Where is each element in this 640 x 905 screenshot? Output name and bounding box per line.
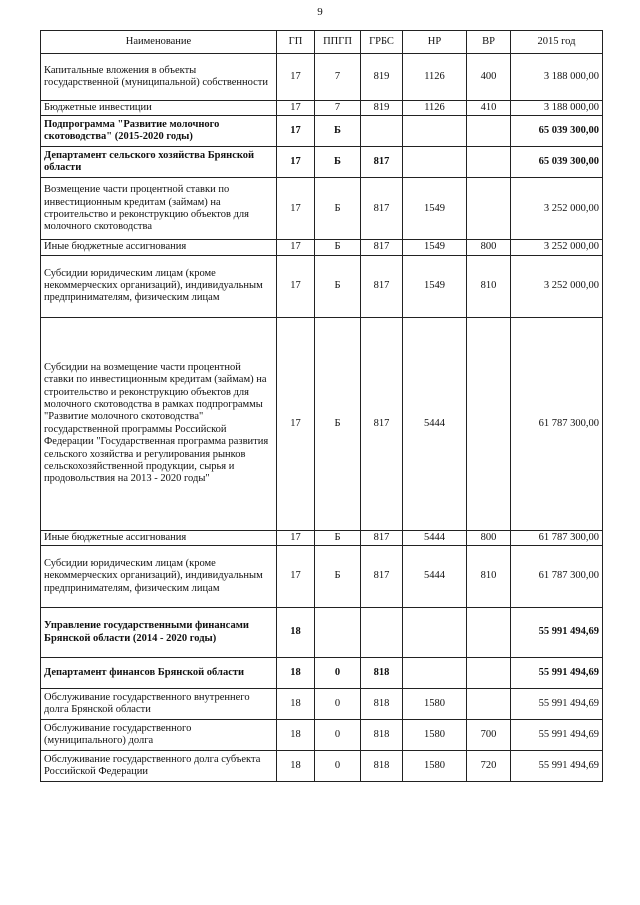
row-vr: 400: [467, 54, 511, 101]
row-name: Обслуживание государственного (муниципального) долга: [41, 720, 277, 751]
row-nr: 5444: [403, 546, 467, 608]
row-grbs: 817: [361, 147, 403, 178]
row-ppgp: 0: [315, 689, 361, 720]
row-ppgp: Б: [315, 255, 361, 317]
row-amount: 3 252 000,00: [511, 240, 603, 255]
row-ppgp: Б: [315, 546, 361, 608]
row-ppgp: 0: [315, 658, 361, 689]
table-row: [41, 720, 603, 751]
header-name: Наименование: [41, 31, 277, 54]
row-amount: 3 188 000,00: [511, 101, 603, 116]
row-grbs: [361, 116, 403, 147]
row-ppgp: 0: [315, 751, 361, 782]
row-amount: 61 787 300,00: [511, 530, 603, 545]
table-row: [41, 116, 603, 147]
row-nr: 1580: [403, 720, 467, 751]
row-vr: 810: [467, 255, 511, 317]
row-grbs: 818: [361, 751, 403, 782]
row-gp: 17: [277, 317, 315, 530]
row-nr: 5444: [403, 530, 467, 545]
header-gp: ГП: [277, 31, 315, 54]
row-vr: [467, 608, 511, 658]
row-grbs: 819: [361, 54, 403, 101]
row-amount: 65 039 300,00: [511, 147, 603, 178]
row-grbs: 817: [361, 178, 403, 240]
row-gp: 17: [277, 546, 315, 608]
row-vr: 410: [467, 101, 511, 116]
row-ppgp: 7: [315, 54, 361, 101]
row-name: Подпрограмма "Развитие молочного скотоводства" (2015-2020 годы): [41, 116, 277, 147]
row-nr: [403, 147, 467, 178]
row-name: Капитальные вложения в объекты государственной (муниципальной) собственности: [41, 54, 277, 101]
row-grbs: 819: [361, 101, 403, 116]
row-grbs: 817: [361, 240, 403, 255]
row-grbs: 817: [361, 317, 403, 530]
row-nr: 1549: [403, 240, 467, 255]
row-name: Департамент сельского хозяйства Брянской области: [41, 147, 277, 178]
row-name: Возмещение части процентной ставки по инвестиционным кредитам (займам) на строительство и реконструкцию объектов для молочного скотоводства: [41, 178, 277, 240]
row-name: Обслуживание государственного внутреннего долга Брянской области: [41, 689, 277, 720]
row-ppgp: Б: [315, 317, 361, 530]
row-amount: 3 188 000,00: [511, 54, 603, 101]
row-gp: 18: [277, 689, 315, 720]
table-row: [41, 317, 603, 530]
row-nr: 1549: [403, 178, 467, 240]
row-gp: 18: [277, 751, 315, 782]
table-row: [41, 240, 603, 255]
row-name: Департамент финансов Брянской области: [41, 658, 277, 689]
row-ppgp: 0: [315, 720, 361, 751]
row-grbs: 818: [361, 658, 403, 689]
row-nr: [403, 658, 467, 689]
table-row: [41, 147, 603, 178]
table-row: [41, 689, 603, 720]
row-vr: 720: [467, 751, 511, 782]
row-amount: 61 787 300,00: [511, 317, 603, 530]
row-gp: 17: [277, 116, 315, 147]
row-nr: [403, 116, 467, 147]
row-name: Иные бюджетные ассигнования: [41, 530, 277, 545]
table-row: [41, 658, 603, 689]
row-nr: 1549: [403, 255, 467, 317]
row-amount: 65 039 300,00: [511, 116, 603, 147]
header-ppgp: ППГП: [315, 31, 361, 54]
row-name: Управление государственными финансами Брянской области (2014 - 2020 годы): [41, 608, 277, 658]
row-amount: 55 991 494,69: [511, 720, 603, 751]
row-gp: 17: [277, 240, 315, 255]
header-year: 2015 год: [511, 31, 603, 54]
row-gp: 18: [277, 720, 315, 751]
row-nr: 1580: [403, 751, 467, 782]
row-ppgp: Б: [315, 147, 361, 178]
table-row: [41, 101, 603, 116]
header-vr: ВР: [467, 31, 511, 54]
row-amount: 3 252 000,00: [511, 255, 603, 317]
row-grbs: 817: [361, 546, 403, 608]
row-gp: 17: [277, 530, 315, 545]
row-ppgp: Б: [315, 240, 361, 255]
row-name: Субсидии юридическим лицам (кроме некоммерческих организаций), индивидуальным предпринимателям, физическим лицам: [41, 255, 277, 317]
row-name: Бюджетные инвестиции: [41, 101, 277, 116]
row-nr: 1580: [403, 689, 467, 720]
header-row: [41, 31, 603, 54]
row-vr: 700: [467, 720, 511, 751]
row-name: Иные бюджетные ассигнования: [41, 240, 277, 255]
table-row: [41, 255, 603, 317]
row-grbs: 817: [361, 530, 403, 545]
row-name: Обслуживание государственного долга субъекта Российской Федерации: [41, 751, 277, 782]
row-name: Субсидии юридическим лицам (кроме некоммерческих организаций), индивидуальным предпринимателям, физическим лицам: [41, 546, 277, 608]
row-nr: [403, 608, 467, 658]
row-vr: [467, 689, 511, 720]
row-vr: [467, 658, 511, 689]
header-grbs: ГРБС: [361, 31, 403, 54]
row-ppgp: Б: [315, 116, 361, 147]
row-gp: 17: [277, 54, 315, 101]
row-vr: [467, 147, 511, 178]
header-nr: НР: [403, 31, 467, 54]
row-grbs: 818: [361, 720, 403, 751]
row-ppgp: Б: [315, 530, 361, 545]
row-vr: [467, 178, 511, 240]
row-ppgp: 7: [315, 101, 361, 116]
row-amount: 55 991 494,69: [511, 689, 603, 720]
row-gp: 17: [277, 147, 315, 178]
row-nr: 5444: [403, 317, 467, 530]
row-vr: 800: [467, 240, 511, 255]
row-amount: 55 991 494,69: [511, 658, 603, 689]
row-gp: 17: [277, 255, 315, 317]
row-gp: 18: [277, 658, 315, 689]
row-ppgp: [315, 608, 361, 658]
row-grbs: 817: [361, 255, 403, 317]
table-row: [41, 178, 603, 240]
table-row: [41, 546, 603, 608]
row-amount: 55 991 494,69: [511, 751, 603, 782]
row-vr: 800: [467, 530, 511, 545]
table-row: [41, 751, 603, 782]
row-nr: 1126: [403, 101, 467, 116]
budget-table: [40, 30, 603, 782]
row-gp: 17: [277, 101, 315, 116]
row-grbs: 818: [361, 689, 403, 720]
row-ppgp: Б: [315, 178, 361, 240]
table-row: [41, 54, 603, 101]
row-amount: 55 991 494,69: [511, 608, 603, 658]
row-vr: [467, 317, 511, 530]
row-gp: 17: [277, 178, 315, 240]
table-row: [41, 530, 603, 545]
table-row: [41, 608, 603, 658]
page-number: 9: [317, 6, 323, 18]
row-amount: 61 787 300,00: [511, 546, 603, 608]
row-vr: [467, 116, 511, 147]
row-gp: 18: [277, 608, 315, 658]
row-grbs: [361, 608, 403, 658]
row-amount: 3 252 000,00: [511, 178, 603, 240]
row-name: Субсидии на возмещение части процентной ставки по инвестиционным кредитам (займам) на строительство и реконструкцию объектов для молочного скотоводства в рамках подпрограммы "Развитие молочного скотоводства" государственной программы Российской Федерации "Государственная программа развития сельского хозяйства и регулирования рынков сельскохозяйственной продукции, сырья и продовольствия на 2013 - 2020 годы": [41, 317, 277, 530]
row-vr: 810: [467, 546, 511, 608]
row-nr: 1126: [403, 54, 467, 101]
